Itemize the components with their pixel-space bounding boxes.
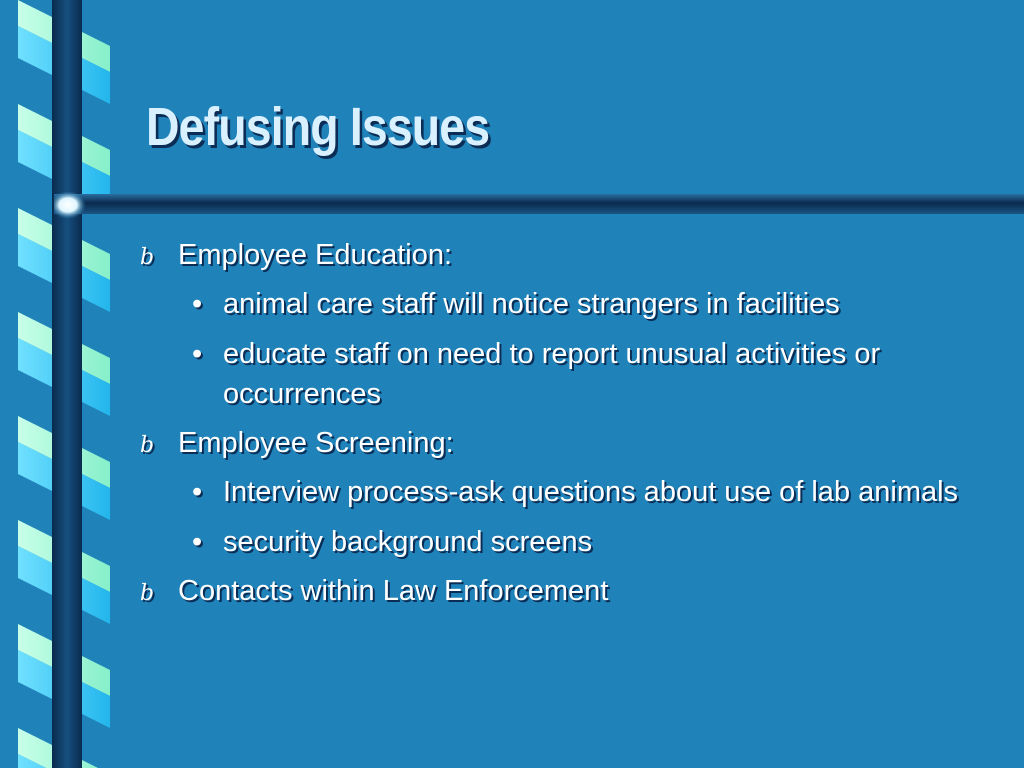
- bullet-marker-icon: b: [140, 581, 155, 606]
- bullet-text: Employee Screening:: [178, 427, 454, 459]
- sub-bullet-dot-icon: •: [192, 526, 203, 558]
- decorative-twisted-ribbon: [0, 0, 120, 768]
- bullet-marker-icon: b: [140, 433, 155, 458]
- sub-bullet-text: Interview process-ask questions about use of lab animals: [223, 476, 959, 508]
- bullet-item-employee-screening: [140, 424, 990, 462]
- sub-bullet-item: [140, 522, 990, 562]
- ribbon-core: [52, 0, 82, 768]
- slide-title: Defusing Issues: [146, 97, 490, 157]
- sub-bullet-dot-icon: •: [192, 476, 203, 508]
- bullet-text: Employee Education:: [178, 239, 453, 271]
- bullet-text: Contacts within Law Enforcement: [178, 575, 609, 607]
- sub-bullet-item: [140, 284, 990, 324]
- sub-bullet-item: [140, 334, 990, 414]
- divider-bar: [54, 194, 1024, 214]
- title-divider-rule: [54, 192, 1024, 218]
- sub-bullet-text: educate staff on need to report unusual activities or occurrences: [223, 338, 881, 410]
- sub-bullet-text: security background screens: [223, 526, 593, 558]
- sub-bullet-item: [140, 472, 990, 512]
- bullet-marker-icon: b: [140, 245, 155, 270]
- bullet-item-employee-education: [140, 236, 990, 274]
- bullet-item-law-enforcement: [140, 572, 990, 610]
- bullet-list: [140, 236, 990, 620]
- sub-bullet-dot-icon: •: [192, 338, 203, 370]
- sub-bullet-text: animal care staff will notice strangers in facilities: [223, 288, 840, 320]
- divider-highlight: [54, 192, 86, 218]
- sub-bullet-dot-icon: •: [192, 288, 203, 320]
